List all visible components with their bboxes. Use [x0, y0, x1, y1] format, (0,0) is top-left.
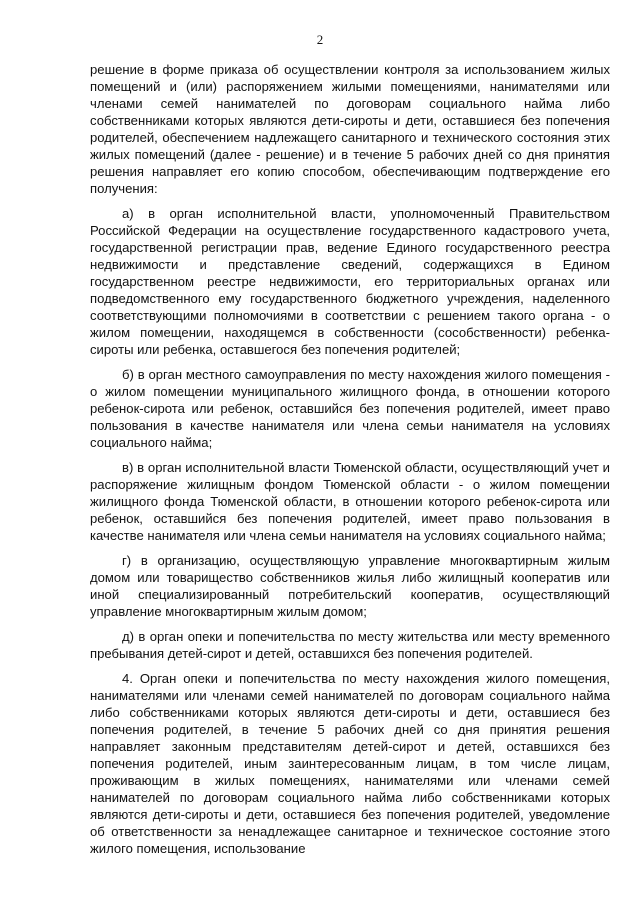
- page-number: 2: [316, 32, 324, 47]
- paragraph-intro-continuation: решение в форме приказа об осуществлении контроля за использованием жилых помещений и (или) распоряжением жилыми помещениями, нанимателями или членами семей нанимателей по договорам социального найма либо собственниками которых являются дети-сироты и дети, оставшиеся без попечения родителей, обеспечением надлежащего санитарного и технического состояния этих жилых помещений (далее - решение) и в течение 5 рабочих дней со дня принятия решения направляет его копию способом, обеспечивающим подтверждение его получения:: [90, 62, 610, 196]
- paragraph-item-v: в) в орган исполнительной власти Тюменской области, осуществляющий учет и распоряжение жилищным фондом Тюменской области - о жилом помещении жилищного фонда Тюменской области, в отношении которого ребенок-сирота или ребенок, оставшийся без попечения родителей, имеет право пользования в качестве нанимателя или члена семьи нанимателя на условиях социального найма;: [90, 460, 610, 543]
- paragraph-item-g: г) в организацию, осуществляющую управление многоквартирным жилым домом или товарищество собственников жилья либо жилищный кооператив или иной специализированный потребительский кооператив, осуществляющий управление многоквартирным жилым домом;: [90, 553, 610, 619]
- paragraph-item-a: а) в орган исполнительной власти, уполномоченный Правительством Российской Федерации на осуществление государственного кадастрового учета, государственной регистрации прав, ведение Единого государственного реестра недвижимости и представление сведений, содержащихся в Едином государственном реестре недвижимости, его территориальных органах или подведомственного ему государственного бюджетного учреждения, наделенного соответствующими полномочиями в соответствии с решением такого органа - о жилом помещении, находящемся в собственности (сособственности) ребенка-сироты или ребенка, оставшегося без попечения родителей;: [90, 206, 610, 357]
- document-body: [90, 61, 610, 865]
- paragraph-item-d: д) в орган опеки и попечительства по месту жительства или месту временного пребывания детей-сирот и детей, оставшихся без попечения родителей.: [90, 629, 610, 661]
- paragraph-item-b: б) в орган местного самоуправления по месту нахождения жилого помещения - о жилом помещении муниципального жилищного фонда, в отношении которого ребенок-сирота или ребенок, оставшийся без попечения родителей, имеет право пользования в качестве нанимателя или члена семьи нанимателя на условиях социального найма;: [90, 367, 610, 450]
- paragraph-clause-4: 4. Орган опеки и попечительства по месту нахождения жилого помещения, нанимателями или членами семей нанимателей по договорам социального найма либо собственниками которых являются дети-сироты и дети, оставшиеся без попечения родителей, в течение 5 рабочих дней со дня принятия решения направляет законным представителям детей-сирот и детей, оставшихся без попечения родителей, иным заинтересованным лицам, в том числе лицам, проживающим в жилых помещениях, нанимателями или членами семей нанимателей по договорам социального найма либо собственниками которых являются дети-сироты и дети, оставшиеся без попечения родителей, уведомление об ответственности за ненадлежащее санитарное и техническое состояние этого жилого помещения, использование: [90, 671, 610, 856]
